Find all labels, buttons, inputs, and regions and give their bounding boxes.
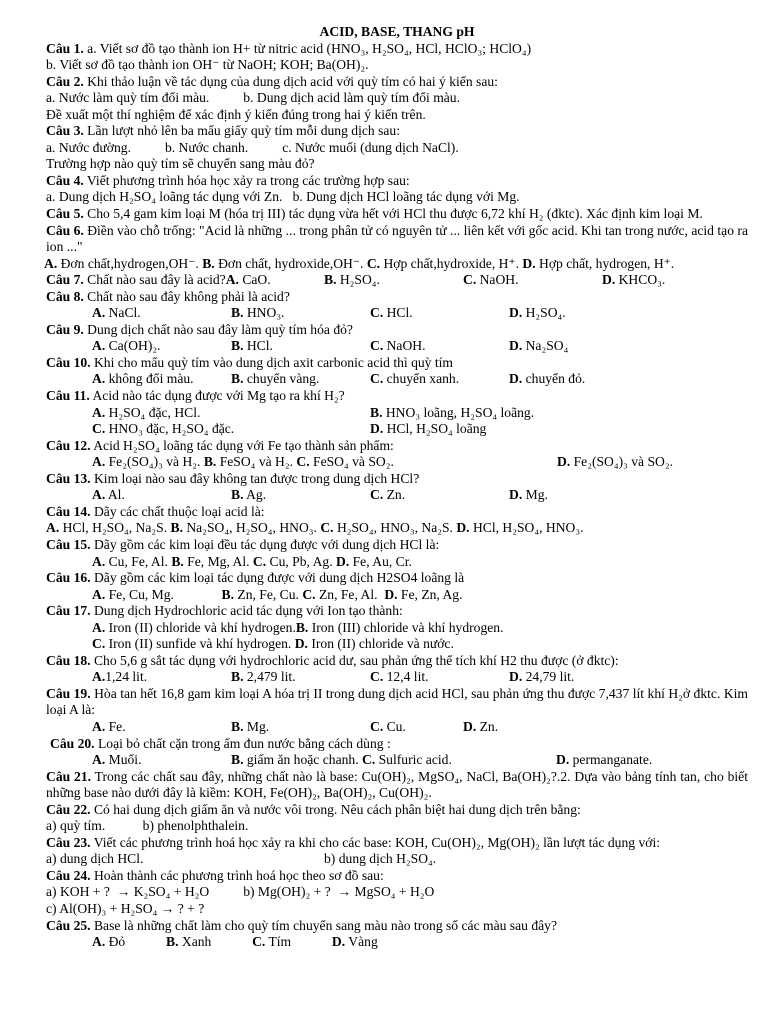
question-3: Câu 3. Lần lượt nhỏ lên ba mẩu giấy quỳ tím mỗi dung dịch sau: — [46, 123, 400, 139]
option-a: A. Ca(OH)₂. — [92, 338, 161, 354]
option-c: C. Cu. — [370, 718, 406, 734]
question-24-equation-c: c) Al(OH)₃ + H₂SO₄ → ? + ? — [46, 900, 205, 916]
question-12: Câu 12. Acid H₂SO₄ loãng tác dụng với Fe tạo thành sản phẩm: — [46, 437, 394, 453]
question-22: Câu 22. Có hai dung dịch giấm ăn và nước vôi trong. Nêu cách phân biệt hai dung dịch trên bằng: — [46, 801, 581, 817]
option-d: D. Zn. — [463, 718, 499, 734]
option-d: D. Na₂SO₄ — [509, 338, 569, 354]
question-11: Câu 11. Acid nào tác dụng được với Mg tạo ra khí H₂? — [46, 388, 345, 404]
question-7 — [46, 272, 748, 289]
question-1-b: b. Viết sơ đồ tạo thành ion OH⁻ từ NaOH; KOH; Ba(OH)₂. — [46, 57, 369, 73]
question-20-options — [46, 752, 748, 769]
question-3-task: Trường hợp nào quỳ tím sẽ chuyển sang màu đỏ? — [46, 156, 315, 172]
option-a: A. Al. — [92, 487, 125, 503]
question-1-a: Câu 1. a. Viết sơ đồ tạo thành ion H+ từ nitric acid (HNO₃, H₂SO₄, HCl, HClO₃; HClO₄) — [46, 40, 532, 56]
question-16: Câu 16. Dãy gồm các kim loại tác dụng được với dung dịch H2SO4 loãng là — [46, 570, 465, 586]
question-25-options: A. Đỏ B. Xanh C. Tím D. Vàng — [92, 934, 378, 950]
question-24: Câu 24. Hoàn thành các phương trình hoá học theo sơ đồ sau: — [46, 867, 384, 883]
option-b: B. Mg. — [231, 718, 270, 734]
option-a: A. NaCl. — [92, 305, 141, 321]
option-a: A.1,24 lit. — [92, 669, 148, 685]
question-7-stem-option-a: Câu 7. Chất nào sau đây là acid?A. CaO. — [46, 272, 271, 288]
question-20: Câu 20. Loại bỏ chất cặn trong ấm đun nước bằng cách dùng : — [50, 735, 391, 751]
question-3-options: a. Nước đường. b. Nước chanh. c. Nước muối (dung dịch NaCl). — [46, 139, 459, 155]
question-10: Câu 10. Khi cho mẩu quỳ tím vào dung dịch axit carbonic acid thì quỳ tím — [46, 354, 454, 370]
option-bc: B. giấm ăn hoặc chanh. C. Sulfuric acid. — [231, 752, 452, 768]
page-title: ACID, BASE, THANG pH — [319, 24, 475, 39]
option-c: C. chuyển xanh. — [370, 371, 460, 387]
option-b: B. 2,479 lit. — [231, 669, 296, 685]
option-d: D. HCl, H₂SO₄ loãng — [370, 421, 487, 437]
question-14: Câu 14. Dãy các chất thuộc loại acid là: — [46, 503, 265, 519]
question-23: Câu 23. Viết các phương trình hoá học xảy ra khi cho các base: KOH, Cu(OH)₂, Mg(OH)₂ lần lượt tác dụng với: — [46, 834, 661, 850]
question-6-options: A. Đơn chất,hydrogen,OH⁻. B. Đơn chất, hydroxide,OH⁻. C. Hợp chất,hydroxide, H⁺. D. Hợp chất, hydrogen, H⁺. — [44, 255, 675, 271]
question-13-options — [46, 487, 748, 504]
option-c: C. 12,4 lit. — [370, 669, 429, 685]
question-19-options — [46, 719, 748, 736]
question-17-options-ab: A. Iron (II) chloride và khí hydrogen.B. Iron (III) chloride và khí hydrogen. — [92, 619, 504, 635]
question-4: Câu 4. Viết phương trình hóa học xảy ra trong các trường hợp sau: — [46, 172, 410, 188]
question-18: Câu 18. Cho 5,6 g sắt tác dụng với hydrochloric acid dư, sau phản ứng thể tích khí H2 thu được (ở đktc): — [46, 652, 619, 668]
question-17: Câu 17. Dung dịch Hydrochloric acid tác dụng với Ion tạo thành: — [46, 603, 403, 619]
question-2-options: a. Nước làm quỳ tím đổi màu. b. Dung dịch acid làm quỳ tím đổi màu. — [46, 90, 460, 106]
option-d: D. permanganate. — [556, 752, 653, 768]
option-a: a) dung dịch HCl. — [46, 851, 144, 867]
question-22-options: a) quỳ tím. b) phenolphthalein. — [46, 818, 249, 834]
option-d: D. KHCO₃. — [602, 272, 666, 288]
option-b: B. HNO₃. — [231, 305, 285, 321]
question-9: Câu 9. Dung dịch chất nào sau đây làm quỳ tím hóa đỏ? — [46, 321, 353, 337]
option-a: A. Muối. — [92, 752, 142, 768]
question-5: Câu 5. Cho 5,4 gam kim loại M (hóa trị III) tác dụng vừa hết với HCl thu được 6,72 khí H₂ (đktc). Xác định kim loại M. — [46, 206, 703, 222]
question-6: Câu 6. Điền vào chỗ trống: "Acid là những ... trong phân tử có nguyên tử ... liên kết với gốc acid. Khi tan trong nước, acid tạo ra ion ..." — [46, 222, 748, 255]
question-21: Câu 21. Trong các chất sau đây, những chất nào là base: Cu(OH)₂, MgSO₄, NaCl, Ba(OH)₂?.2. Dựa vào bảng tính tan, cho biết những base nào dưới đây là kiềm: KOH, Fe(OH)₂, Ba(OH)₂, Cu(OH)₂. — [46, 768, 748, 801]
question-2-task: Đề xuất một thí nghiệm để xác định ý kiến đúng trong hai ý kiến trên. — [46, 106, 426, 122]
option-b: B. H₂SO₄. — [324, 272, 380, 288]
option-b: B. chuyển vàng. — [231, 371, 320, 387]
option-a: A. Fe. — [92, 718, 126, 734]
option-d: D. Fe₂(SO₄)₃ và SO₂. — [557, 454, 674, 470]
question-10-options — [46, 371, 748, 388]
option-d: D. H₂SO₄. — [509, 305, 566, 321]
option-b: B. HCl. — [231, 338, 273, 354]
option-c: C. HCl. — [370, 305, 413, 321]
option-a: A. H₂SO₄ đặc, HCl. — [92, 404, 201, 420]
option-b: b) dung dịch H₂SO₄. — [324, 851, 437, 867]
question-15: Câu 15. Dãy gồm các kim loại đều tác dụng được với dung dịch HCl là: — [46, 536, 440, 552]
question-11-options-cd — [46, 421, 748, 438]
question-14-options: A. HCl, H₂SO₄, Na₂S. B. Na₂SO₄, H₂SO₄, HNO₃. C. H₂SO₄, HNO₃, Na₂S. D. HCl, H₂SO₄, HNO₃. — [46, 520, 584, 536]
question-18-options — [46, 669, 748, 686]
question-8: Câu 8. Chất nào sau đây không phải là acid? — [46, 288, 290, 304]
option-a: A. không đổi màu. — [92, 371, 194, 387]
question-23-options — [46, 851, 748, 868]
option-c: C. NaOH. — [370, 338, 426, 354]
question-8-options — [46, 305, 748, 322]
question-11-options-ab — [46, 405, 748, 422]
question-16-options: A. Fe, Cu, Mg. B. Zn, Fe, Cu. C. Zn, Fe, Al. D. Fe, Zn, Ag. — [92, 586, 463, 602]
question-19: Câu 19. Hòa tan hết 16,8 gam kim loại A hóa trị II trong dung dịch acid HCl, sau phản ứng thu được 7,437 lít khí H₂ở đktc. Kim loại A là: — [46, 685, 748, 718]
option-b: B. HNO₃ loãng, H₂SO₄ loãng. — [370, 404, 535, 420]
option-d: D. Mg. — [509, 487, 548, 503]
question-25: Câu 25. Base là những chất làm cho quỳ tím chuyển sang màu nào trong số các màu sau đây? — [46, 917, 557, 933]
option-c: C. Zn. — [370, 487, 406, 503]
question-13: Câu 13. Kim loại nào sau đây không tan được trong dung dịch HCl? — [46, 470, 420, 486]
option-c: C. NaOH. — [463, 272, 519, 288]
option-c: C. HNO₃ đặc, H₂SO₄ đặc. — [92, 421, 235, 437]
option-d: D. chuyển đỏ. — [509, 371, 586, 387]
question-17-options-cd: C. Iron (II) sunfide và khí hydrogen. D. Iron (II) chloride và nước. — [92, 636, 454, 652]
option-abc: A. Fe₂(SO₄)₃ và H₂. B. FeSO₄ và H₂. C. FeSO₄ và SO₂. — [92, 454, 394, 470]
option-d: D. 24,79 lit. — [509, 669, 575, 685]
question-15-options: A. Cu, Fe, Al. B. Fe, Mg, Al. C. Cu, Pb, Ag. D. Fe, Au, Cr. — [92, 553, 412, 569]
option-b: B. Ag. — [231, 487, 267, 503]
question-24-equations-ab: a) KOH + ? → K₂SO₄ + H₂O b) Mg(OH)₂ + ? → MgSO₄ + H₂O — [46, 884, 435, 900]
question-12-options — [46, 454, 748, 471]
question-9-options — [46, 338, 748, 355]
question-2: Câu 2. Khi thảo luận về tác dụng của dung dịch acid với quỳ tím có hai ý kiến sau: — [46, 73, 498, 89]
question-4-options: a. Dung dịch H₂SO₄ loãng tác dụng với Zn. b. Dung dịch HCl loãng tác dụng với Mg. — [46, 189, 520, 205]
